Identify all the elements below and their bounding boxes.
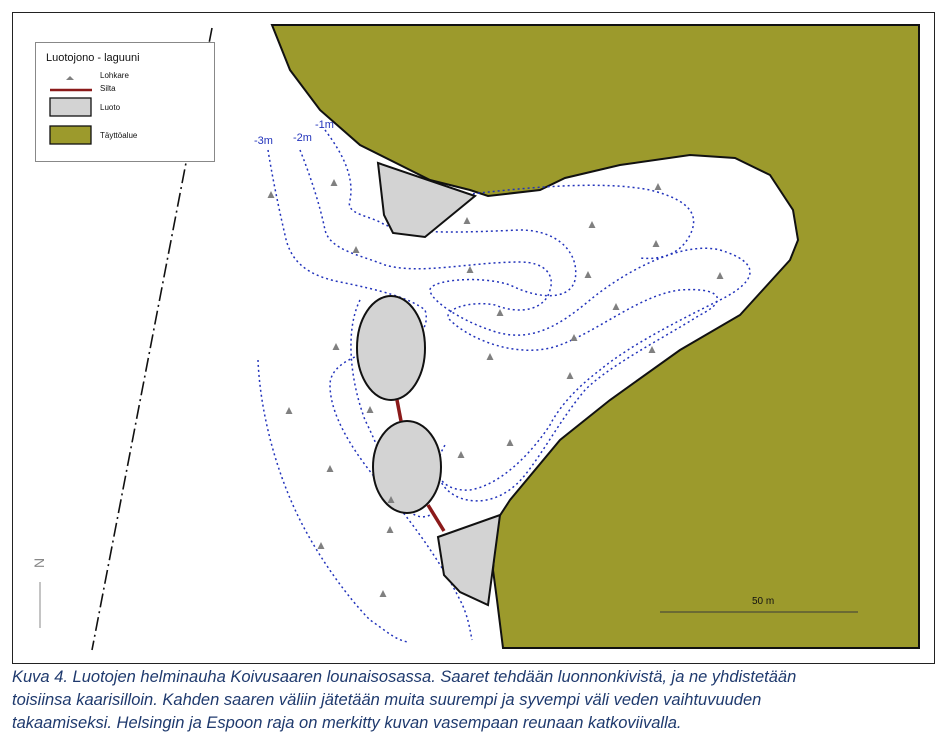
- boulder-marker: [353, 246, 360, 253]
- boulder-marker: [717, 272, 724, 279]
- caption-line-1: Kuva 4. Luotojen helminauha Koivusaaren lounaisosassa. Saaret tehdään luonnonkivistä, ja ne yhdistetään: [12, 668, 797, 686]
- boulder-marker: [589, 221, 596, 228]
- boulder-marker: [458, 451, 465, 458]
- boulder-marker: [331, 179, 338, 186]
- boulder-marker: [327, 465, 334, 472]
- boulder-marker: [387, 526, 394, 533]
- boulder-marker: [487, 353, 494, 360]
- scale-bar-label: 50 m: [752, 596, 775, 607]
- bridge-upper: [397, 400, 401, 421]
- boulder-marker: [464, 217, 471, 224]
- legend-label-boulder: Lohkare: [100, 71, 129, 80]
- boulder-legend-icon: [66, 76, 74, 80]
- depth-contour-upper: [463, 185, 694, 258]
- boulder-marker: [655, 183, 662, 190]
- depth-label-1m: -1m: [315, 119, 334, 131]
- depth-label-2m: -2m: [293, 132, 312, 144]
- legend-title: Luotojono - laguuni: [46, 52, 140, 64]
- figure-caption: [12, 666, 937, 735]
- boulder-marker: [571, 334, 578, 341]
- islet-middle-upper: [357, 296, 425, 400]
- caption-line-3: takaamiseksi. Helsingin ja Espoon raja on merkitty kuvan vasempaan reunaan katkoviivalla.: [12, 714, 682, 732]
- legend-label-fill: Täyttöalue: [100, 131, 138, 140]
- boulder-marker: [318, 542, 325, 549]
- islet-south: [438, 515, 500, 605]
- islet-middle-lower: [373, 421, 441, 513]
- boulder-marker: [333, 343, 340, 350]
- boulder-marker: [567, 372, 574, 379]
- legend-label-bridge: Silta: [100, 84, 116, 93]
- north-arrow-label: N: [31, 557, 47, 568]
- boulder-marker: [286, 407, 293, 414]
- boulder-marker: [585, 271, 592, 278]
- islet-legend-icon: [50, 98, 91, 116]
- caption-line-2: toisiinsa kaarisilloin. Kahden saaren väliin jätetään muita suurempi ja syvempi väli veden vaihtuvuuden: [12, 691, 762, 709]
- boulder-marker: [380, 590, 387, 597]
- legend-box: [35, 42, 215, 162]
- legend-symbols: [36, 43, 216, 163]
- bridge-lower: [428, 505, 444, 531]
- boulder-marker: [653, 240, 660, 247]
- boulder-marker: [367, 406, 374, 413]
- boulder-marker: [613, 303, 620, 310]
- boulder-marker: [507, 439, 514, 446]
- boulder-marker: [268, 191, 275, 198]
- fill-legend-icon: [50, 126, 91, 144]
- boulder-marker: [649, 346, 656, 353]
- boulder-marker: [497, 309, 504, 316]
- legend-label-islet: Luoto: [100, 103, 121, 112]
- depth-label-3m: -3m: [254, 135, 273, 147]
- boulder-marker: [467, 266, 474, 273]
